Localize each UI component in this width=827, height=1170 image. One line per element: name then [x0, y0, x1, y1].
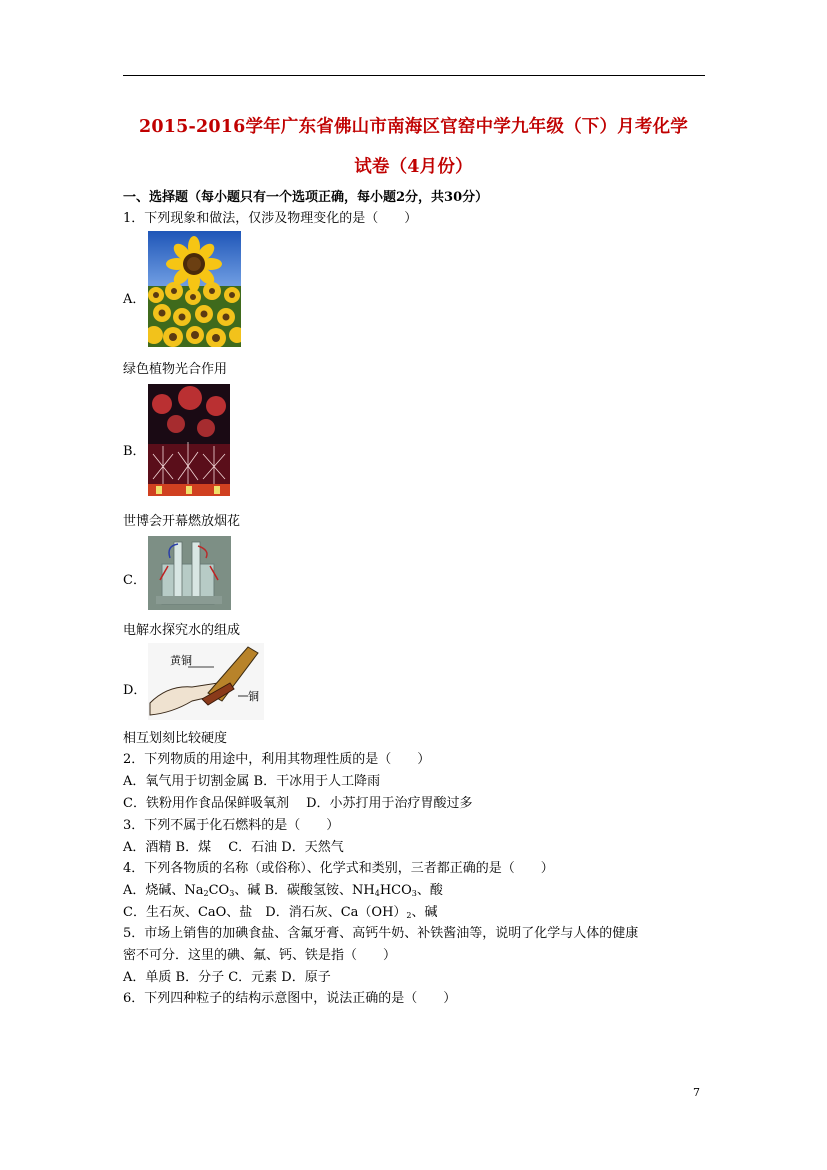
q1-option-c-caption: 电解水探究水的组成	[123, 623, 241, 638]
label-brass: 黄铜	[170, 654, 192, 667]
exam-title-line2: 试卷（4月份）	[354, 157, 473, 177]
q1-option-b-letter: B．	[123, 444, 146, 459]
electrolysis-image	[148, 536, 231, 610]
q1-option-a-letter: A．	[123, 292, 146, 307]
q1-option-d-letter: D．	[123, 683, 147, 698]
exam-title-line1: 2015-2016学年广东省佛山市南海区官窑中学九年级（下）月考化学	[139, 117, 688, 137]
label-copper: 铜	[248, 690, 259, 703]
question-6-stem: 6．下列四种粒子的结构示意图中，说法正确的是（ ）	[123, 991, 457, 1006]
sunflower-image	[148, 231, 241, 347]
q3-options-row1: A．酒精 B．煤 C．石油 D．天然气	[123, 840, 344, 855]
question-4-stem: 4．下列各物质的名称（或俗称）、化学式和类别，三者都正确的是（ ）	[123, 861, 554, 876]
q1-option-b-caption: 世博会开幕燃放烟花	[123, 514, 241, 529]
q1-option-a-caption: 绿色植物光合作用	[123, 362, 228, 377]
question-2-stem: 2．下列物质的用途中，利用其物理性质的是（ ）	[123, 752, 431, 767]
fireworks-image	[148, 384, 230, 496]
header-rule	[123, 75, 705, 76]
question-5-stem-line1: 5．市场上销售的加碘食盐、含氟牙膏、高钙牛奶、补铁酱油等，说明了化学与人体的健康	[123, 926, 639, 941]
question-1-stem: 1．下列现象和做法，仅涉及物理变化的是（ ）	[123, 211, 418, 226]
q1-option-d-caption: 相互划刻比较硬度	[123, 731, 228, 746]
q2-options-row1: A．氧气用于切割金属 B．干冰用于人工降雨	[123, 774, 381, 789]
q5-options-row1: A．单质 B．分子 C．元素 D．原子	[123, 970, 331, 985]
q4-options-row1: A．烧碱、$Na_2CO_3$、碱 B．碳酸氢铵、$NH_4HCO_3$、酸	[123, 883, 443, 898]
question-3-stem: 3．下列不属于化石燃料的是（ ）	[123, 818, 340, 833]
q2-options-row2: C．铁粉用作食品保鲜吸氧剂 D．小苏打用于治疗胃酸过多	[123, 796, 473, 811]
section-heading: 一、选择题（每小题只有一个选项正确，每小题2分，共30分）	[123, 190, 489, 205]
q4-options-row2: C．生石灰、CaO、盐 D．消石灰、$Ca(OH)_2$、碱	[123, 905, 438, 920]
scratch-test-image	[148, 643, 264, 720]
page-number: 7	[693, 1086, 700, 1099]
question-5-stem-line2: 密不可分．这里的碘、氟、钙、铁是指（ ）	[123, 948, 397, 963]
q1-option-c-letter: C．	[123, 573, 146, 588]
